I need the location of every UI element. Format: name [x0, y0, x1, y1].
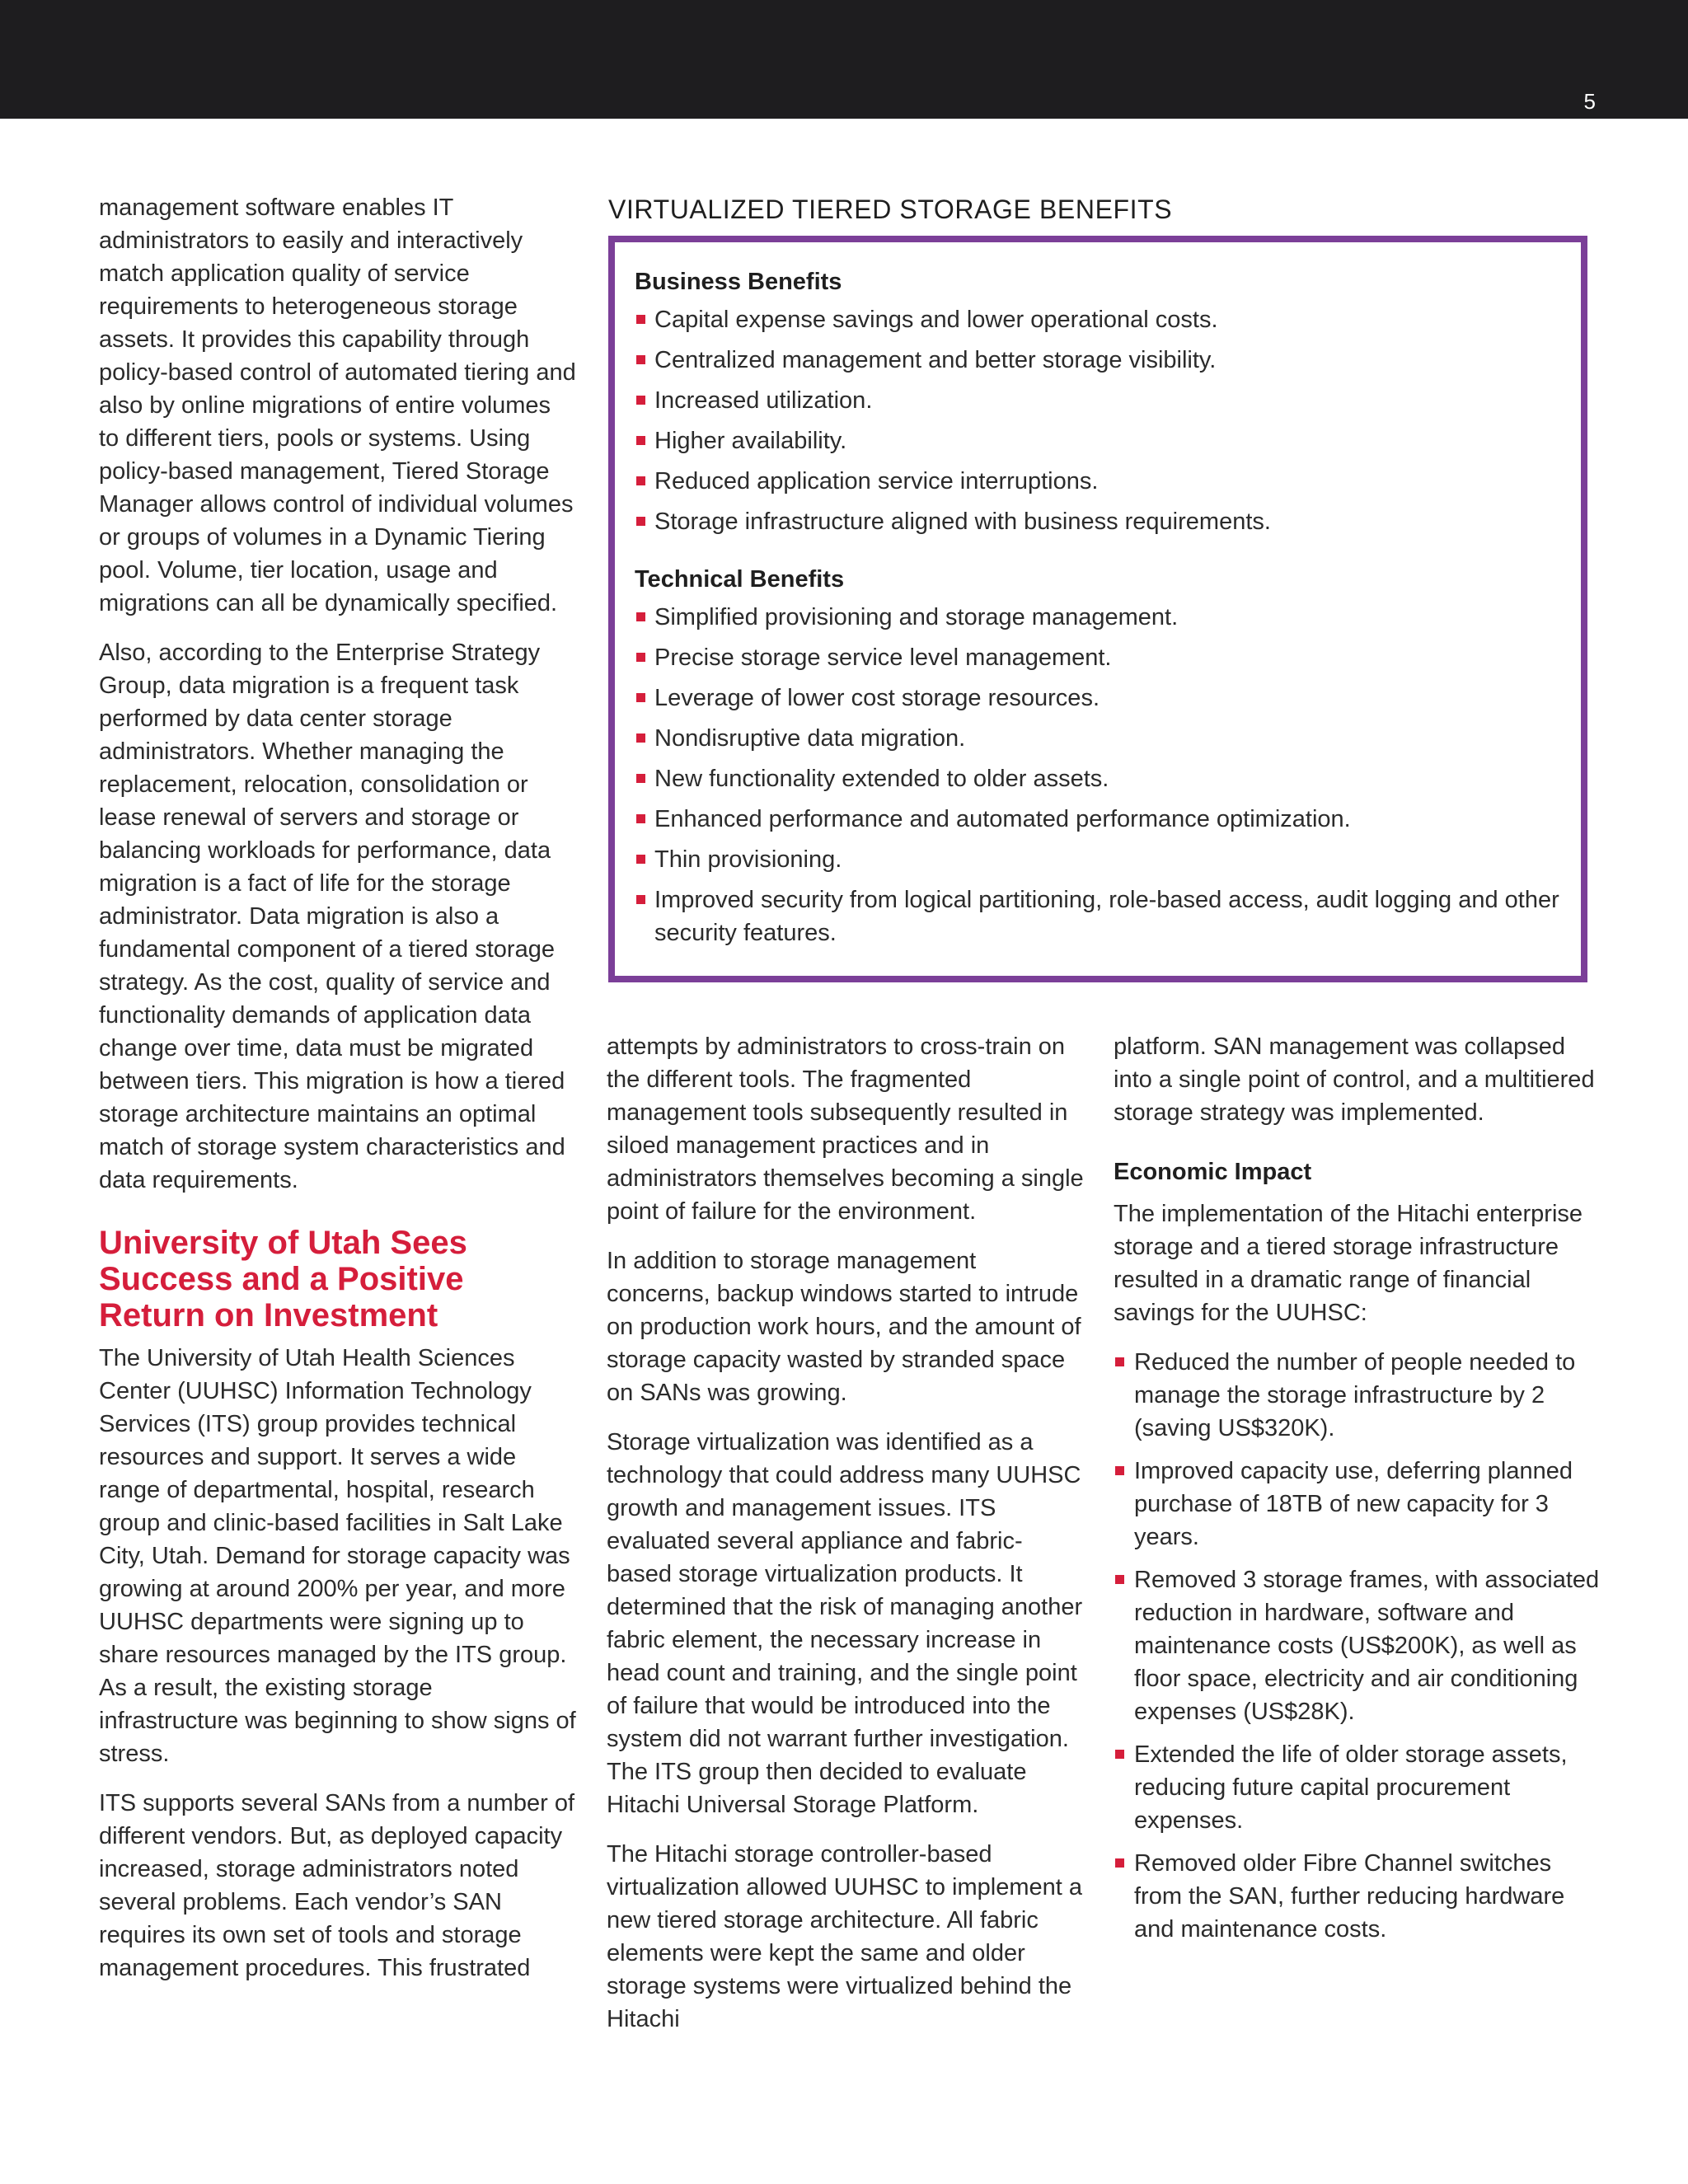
- list-item: Improved capacity use, deferring planned purchase of 18TB of new capacity for 3 years.: [1114, 1455, 1600, 1554]
- list-item: Centralized management and better storage visibility.: [635, 344, 1561, 377]
- list-item: Simplified provisioning and storage management.: [635, 601, 1561, 634]
- list-item: Storage infrastructure aligned with business requirements.: [635, 505, 1561, 538]
- benefits-box-title: VIRTUALIZED TIERED STORAGE BENEFITS: [608, 194, 1173, 224]
- technical-benefits-heading: Technical Benefits: [635, 566, 845, 593]
- middle-paragraph-4: The Hitachi storage controller-based virtualization allowed UUHSC to implement a new tiered storage architecture. All fabric elements were kept the same and older storage systems were virtualized behind the Hitachi: [607, 1841, 1083, 2032]
- right-paragraph-2: The implementation of the Hitachi enterprise storage and a tiered storage infrastructure resulted in a dramatic range of financial savings for the UUHSC:: [1114, 1201, 1583, 1326]
- left-paragraph-4: ITS supports several SANs from a number of different vendors. But, as deployed capacity increased, storage administrators noted several problems. Each vendor’s SAN requires its own set of tools and storage management procedures. This frustrated: [99, 1790, 574, 1981]
- left-paragraph-3: The University of Utah Health Sciences Center (UUHSC) Information Technology Services (ITS) group provides technical resources and support. It serves a wide range of departmental, hospital, research group and clinic-based facilities in Salt Lake City, Utah. Demand for storage capacity was growing at around 200% per year, and more UUHSC departments were signing up to share resources managed by the ITS group. As a result, the existing storage infrastructure was beginning to show signs of stress.: [99, 1345, 576, 1767]
- list-item: Enhanced performance and automated performance optimization.: [635, 803, 1561, 836]
- middle-column: [607, 1030, 1085, 2036]
- left-column: [99, 191, 577, 1985]
- business-benefits-heading: Business Benefits: [635, 269, 842, 295]
- middle-paragraph-1: attempts by administrators to cross-train on the different tools. The fragmented management tools subsequently resulted in siloed management practices and in administrators themselves becoming a single point of failure for the environment.: [607, 1033, 1084, 1225]
- top-header-bar: [0, 0, 1688, 119]
- list-item: Reduced the number of people needed to manage the storage infrastructure by 2 (saving US$320K).: [1114, 1346, 1600, 1445]
- right-paragraph-1: platform. SAN management was collapsed into a single point of control, and a multitiered storage strategy was implemented.: [1114, 1033, 1595, 1126]
- list-item: Higher availability.: [635, 424, 1561, 457]
- middle-paragraph-3: Storage virtualization was identified as a technology that could address many UUHSC growth and management issues. ITS evaluated several appliance and fabric-based storage virtualization products. It determined that the risk of managing another fabric element, the necessary increase in head count and training, and the single point of failure that would be introduced into the system did not warrant further investigation. The ITS group then decided to evaluate Hitachi Universal Storage Platform.: [607, 1429, 1083, 1818]
- list-item: Precise storage service level management.: [635, 641, 1561, 674]
- benefits-box: [608, 236, 1587, 982]
- list-item: Nondisruptive data migration.: [635, 722, 1561, 755]
- list-item: Extended the life of older storage assets, reducing future capital procurement expenses.: [1114, 1738, 1600, 1837]
- technical-benefits-list: [635, 601, 1561, 949]
- page-number: 5: [1583, 89, 1596, 114]
- list-item: Removed older Fibre Channel switches from the SAN, further reducing hardware and maintenance costs.: [1114, 1847, 1600, 1946]
- left-paragraph-1: management software enables IT administrators to easily and interactively match application quality of service requirements to heterogeneous storage assets. It provides this capability through policy-based control of automated tiering and also by online migrations of entire volumes to different tiers, pools or systems. Using policy-based management, Tiered Storage Manager allows control of individual volumes or groups of volumes in a Dynamic Tiering pool. Volume, tier location, usage and migrations can all be dynamically specified.: [99, 194, 576, 616]
- list-item: Increased utilization.: [635, 384, 1561, 417]
- list-item: Leverage of lower cost storage resources.: [635, 682, 1561, 715]
- middle-paragraph-2: In addition to storage management concerns, backup windows started to intrude on production work hours, and the amount of storage capacity wasted by stranded space on SANs was growing.: [607, 1248, 1081, 1406]
- business-benefits-list: [635, 303, 1561, 538]
- left-paragraph-2: Also, according to the Enterprise Strategy Group, data migration is a frequent task performed by data center storage administrators. Whether managing the replacement, relocation, consolidation or lease renewal of servers and storage or balancing workloads for performance, data migration is a fact of life for the storage administrator. Data migration is also a fundamental component of a tiered storage strategy. As the cost, quality of service and functionality demands of application data change over time, data must be migrated between tiers. This migration is how a tiered storage architecture maintains an optimal match of storage system characteristics and data requirements.: [99, 640, 565, 1193]
- savings-list: [1114, 1346, 1600, 1946]
- list-item: Improved security from logical partitioning, role-based access, audit logging and other security features.: [635, 883, 1561, 949]
- right-column: [1114, 1030, 1600, 1956]
- section-heading-university-of-utah: University of Utah Sees Success and a Positive Return on Investment: [99, 1225, 467, 1333]
- list-item: Removed 3 storage frames, with associated reduction in hardware, software and maintenance costs (US$200K), as well as floor space, electricity and air conditioning expenses (US$28K).: [1114, 1563, 1600, 1728]
- list-item: Reduced application service interruptions.: [635, 465, 1561, 498]
- list-item: Capital expense savings and lower operational costs.: [635, 303, 1561, 336]
- list-item: Thin provisioning.: [635, 843, 1561, 876]
- list-item: New functionality extended to older assets.: [635, 762, 1561, 795]
- economic-impact-heading: Economic Impact: [1114, 1159, 1312, 1185]
